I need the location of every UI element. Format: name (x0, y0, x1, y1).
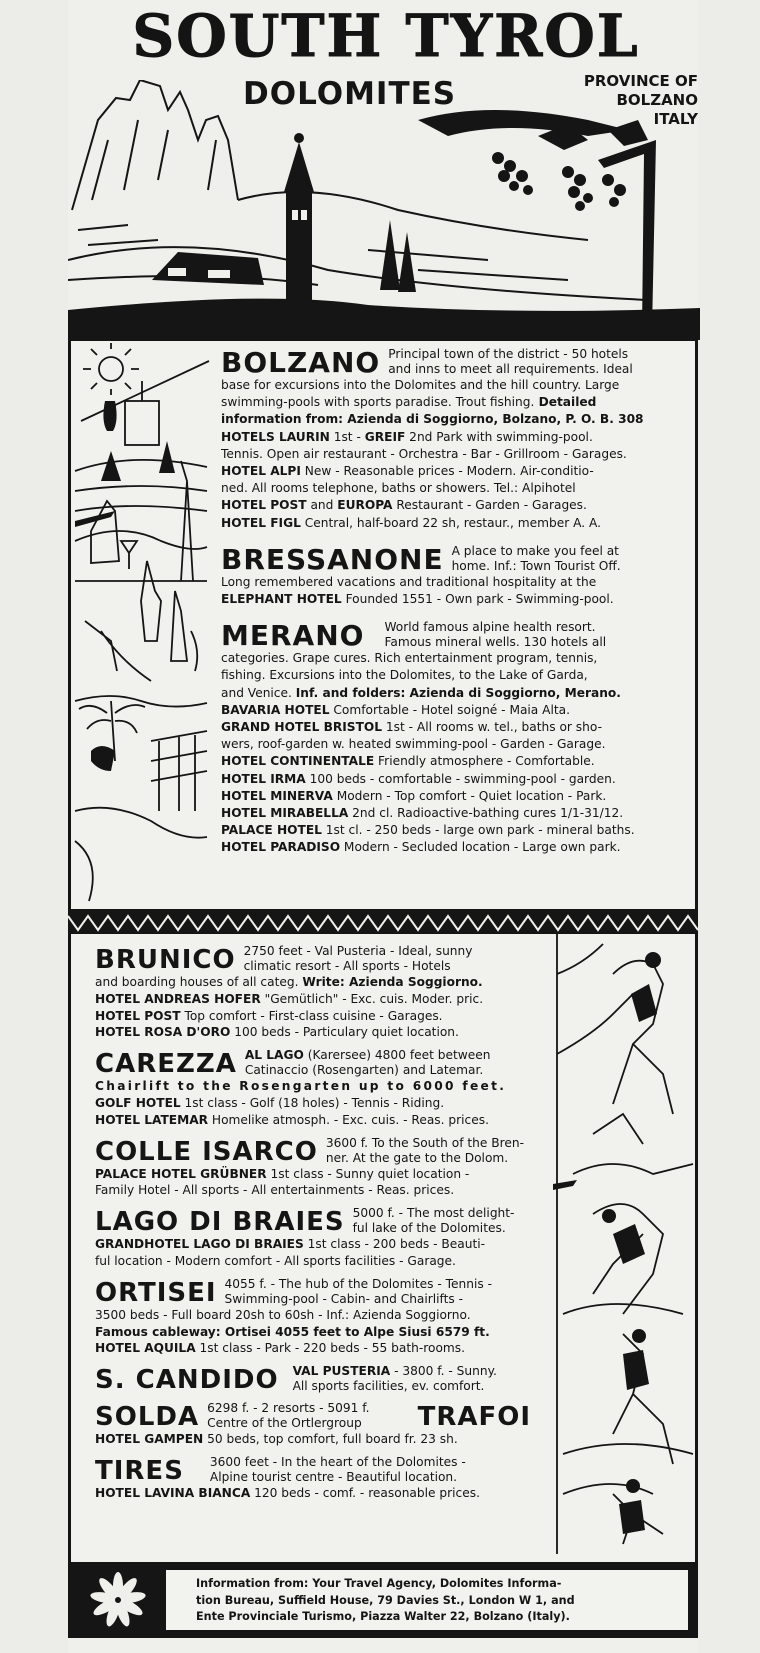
hotel-elephant-entry (221, 591, 693, 608)
hotel-entry (95, 1024, 531, 1041)
merano-line-4: fishing. Excursions into the Dolomites, to the Lake of Garda, (221, 668, 588, 683)
brunico-section (95, 944, 531, 1041)
hotel-name: BAVARIA HOTEL (221, 702, 330, 717)
hotel-aquila-entry (95, 1340, 531, 1357)
hotel-text: Founded 1551 - Own park - Swimming-pool. (341, 592, 614, 607)
candido-valley-label: VAL PUSTERIA (292, 1364, 391, 1379)
solda-intro-2: Centre of the Ortlergroup (207, 1416, 362, 1431)
ortisei-cableway-line (95, 1324, 531, 1341)
hotel-name: PALACE HOTEL (221, 823, 322, 838)
hotel-text: Friendly atmosphere - Comfortable. (374, 754, 595, 769)
hotel-entry (221, 805, 693, 822)
town-name-tires: TIRES (95, 1455, 184, 1486)
town-name-san-candido: S. CANDIDO (95, 1365, 279, 1395)
footer-line-2: tion Bureau, Suffield House, 79 Davies St., London W 1, and (196, 1593, 575, 1607)
colle-intro-2: ner. At the gate to the Dolom. (325, 1150, 509, 1165)
brunico-info-line: Write: Azienda Soggiorno. (302, 975, 483, 989)
brunico-intro-1: 2750 feet - Val Pusteria - Ideal, sunny (243, 944, 473, 958)
colle-line-2: Family Hotel - All sports - All entertainments - Reas. prices. (95, 1183, 455, 1198)
hotel-text: 1st class - Sunny quiet location - (266, 1166, 470, 1181)
hotel-name: GRAND HOTEL BRISTOL (221, 720, 383, 735)
merano-intro-2: Famous mineral wells. 130 hotels all (384, 635, 607, 650)
tires-intro-1: 3600 feet - In the heart of the Dolomites - (209, 1454, 466, 1469)
candido-intro-2: All sports facilities, ev. comfort. (292, 1379, 485, 1394)
solda-section (95, 1401, 531, 1448)
braies-intro-2: ful lake of the Dolomites. (352, 1221, 506, 1236)
merano-line-5 (221, 685, 693, 702)
hotel-name: HOTEL LAVINA BIANCA (95, 1485, 251, 1500)
brunico-line-3 (95, 974, 531, 991)
information-footer (68, 1562, 698, 1638)
hotel-alpi-line-2: ned. All rooms telephone, baths or showers. Tel.: Alpihotel (221, 481, 576, 496)
hotel-name: HOTEL MINERVA (221, 788, 333, 803)
climbers-sketch-illustration (553, 934, 695, 1562)
hotel-name: HOTEL ROSA D'ORO (95, 1025, 231, 1040)
hotel-name: HOTEL ALPI (221, 464, 301, 479)
town-name-solda: SOLDA (95, 1402, 200, 1433)
hotel-text: New - Reasonable prices - Modern. Air-conditio- (300, 464, 594, 479)
hotel-text: 2nd cl. Radioactive-bathing cures 1/1-31/12. (348, 806, 624, 821)
hotel-text: Top comfort - First-class cuisine - Garages. (180, 1008, 443, 1023)
hotel-grubner-entry (95, 1166, 531, 1183)
braies-line-2: ful location - Modern comfort - All sports facilities - Garage. (95, 1253, 456, 1268)
hotel-entry (221, 839, 693, 856)
region-subtitle: DOLOMITES (243, 76, 457, 112)
hotel-text: Homelike atmosph. - Exc. cuis. - Reas. prices. (208, 1112, 489, 1127)
bressanone-section (221, 544, 693, 608)
hotel-entry (95, 991, 531, 1008)
town-name-brunico: BRUNICO (95, 945, 236, 975)
carezza-intro-text: (Karersee) 4800 feet between (303, 1048, 491, 1063)
hotel-name: GREIF (364, 429, 406, 444)
brunico-intro-2: climatic resort - All sports - Hotels (243, 959, 451, 973)
hotel-name: EUROPA (337, 498, 393, 513)
tires-section (95, 1455, 531, 1502)
hotel-figl-entry (221, 515, 693, 532)
brunico-hotel-list (95, 991, 531, 1041)
ortisei-intro-2: Swimming-pool - Cabin- and Chairlifts - (224, 1291, 464, 1306)
hotel-entry (95, 1112, 531, 1129)
colle-isarco-section (95, 1136, 531, 1200)
hotel-text: 1st class - Park - 220 beds - 55 bath-rooms. (195, 1341, 465, 1356)
merano-intro-1: World famous alpine health resort. (384, 620, 596, 635)
hotel-name: PALACE HOTEL GRÜBNER (95, 1166, 267, 1181)
bolzano-section (221, 347, 693, 532)
tires-intro-2: Alpine tourist centre - Beautiful location. (209, 1469, 458, 1484)
hotel-text: Modern - Top comfort - Quiet location - Park. (332, 788, 607, 803)
town-name-bolzano: BOLZANO (221, 347, 381, 379)
ortisei-cableway-text: Ortisei 4055 feet to Alpe Siusi 6579 ft. (220, 1324, 490, 1339)
bolzano-line-4 (221, 394, 693, 411)
hotel-text: 1st class - 200 beds - Beauti- (303, 1237, 486, 1252)
merano-line-5-text: and Venice. (221, 685, 296, 700)
town-name-bressanone: BRESSANONE (221, 543, 444, 576)
ortisei-section (95, 1277, 531, 1357)
braies-intro-1: 5000 f. - The most delight- (352, 1206, 515, 1221)
country-text: ITALY (653, 110, 698, 128)
hotel-entry (221, 702, 693, 719)
town-name-lago-di-braies: LAGO DI BRAIES (95, 1207, 345, 1238)
hotel-entry (221, 788, 693, 805)
hotel-name: HOTEL GAMPEN (95, 1432, 204, 1447)
hotel-text: 1st - (329, 429, 365, 444)
bolzano-info-line: information from: Azienda di Soggiorno, Bolzano, P. O. B. 308 (221, 412, 644, 427)
upper-listing-box (68, 338, 698, 912)
hotel-text: wers, roof-garden w. heated swimming-pool - Garden - Garage. (221, 737, 606, 752)
hotel-entry (95, 1095, 531, 1112)
page-title: SOUTH TYROL (132, 2, 640, 70)
hotel-post-entry (221, 497, 693, 514)
hotel-entry (221, 771, 693, 788)
hotel-text: 50 beds, top comfort, full board fr. 23 sh. (203, 1432, 458, 1447)
merano-info-line: Inf. and folders: Azienda di Soggiorno, Merano. (295, 685, 621, 700)
resort-sketch-illustration (71, 341, 211, 909)
lago-di-braies-section (95, 1206, 531, 1270)
hotel-name: HOTEL PARADISO (221, 840, 341, 855)
hotel-braies-entry (95, 1236, 531, 1253)
hotel-text: Comfortable - Hotel soigné - Maia Alta. (329, 702, 570, 717)
hotel-name: HOTEL ANDREAS HOFER (95, 991, 261, 1006)
hotel-entry (221, 753, 693, 770)
advertisement-page (68, 0, 698, 1653)
hotel-name: HOTELS LAURIN (221, 429, 330, 444)
town-name-colle-isarco: COLLE ISARCO (95, 1136, 318, 1167)
candido-intro-text: - 3800 f. - Sunny. (390, 1364, 497, 1379)
hotel-text: 2nd Park with swimming-pool. (405, 429, 593, 444)
hotel-text: 120 beds - comf. - reasonable prices. (250, 1485, 480, 1500)
footer-line-3: Ente Provinciale Turismo, Piazza Walter 22, Bolzano (Italy). (196, 1610, 570, 1623)
hotel-text: 100 beds - Particulary quiet location. (230, 1025, 459, 1040)
town-name-ortisei: ORTISEI (95, 1277, 217, 1308)
bolzano-line-4-text: swimming-pools with sports paradise. Trout fishing. (221, 395, 535, 410)
bolzano-intro-2: and inns to meet all requirements. Ideal (388, 362, 633, 376)
hotel-name: HOTEL AQUILA (95, 1341, 196, 1356)
carezza-chairlift-line: Chairlift to the Rosengarten up to 6000 feet. (95, 1079, 507, 1094)
hotel-alpi-entry (221, 463, 693, 480)
carezza-hotel-list (95, 1095, 531, 1129)
colle-intro-1: 3600 f. To the South of the Bren- (325, 1135, 524, 1150)
hotel-text: 100 beds - comfortable - swimming-pool - garden. (305, 771, 616, 786)
hotel-name: HOTEL IRMA (221, 771, 306, 786)
hotel-text: Restaurant - Garden - Garages. (392, 498, 587, 513)
hotel-entry (221, 822, 693, 839)
bressanone-line-3: Long remembered vacations and traditional hospitality at the (221, 574, 597, 589)
edelweiss-icon (76, 1568, 160, 1632)
dolomites-landscape-illustration (68, 80, 700, 340)
zigzag-divider (68, 912, 698, 934)
solda-intro-1: 6298 f. - 2 resorts - 5091 f. (207, 1401, 370, 1416)
town-name-carezza: CAREZZA (95, 1049, 237, 1080)
merano-line-3: categories. Grape cures. Rich entertainment program, tennis, (221, 651, 598, 666)
hotel-name: HOTEL POST (221, 498, 307, 513)
hotel-entry (221, 719, 693, 736)
hotel-laurin-line-2: Tennis. Open air restaurant - Orchestra - Bar - Grillroom - Garages. (221, 446, 627, 461)
hotel-name: HOTEL MIRABELLA (221, 806, 349, 821)
footer-line-1: Information from: Your Travel Agency, Dolomites Informa- (196, 1577, 562, 1590)
carezza-intro-2: Catinaccio (Rosengarten) and Latemar. (244, 1063, 484, 1078)
upper-listing-column (221, 347, 693, 869)
hotel-text: 1st cl. - 250 beds - large own park - mineral baths. (321, 823, 635, 838)
hotel-text: Modern - Secluded location - Large own park. (340, 840, 621, 855)
province-text: PROVINCE OF BOLZANO (583, 72, 698, 109)
hotel-text: and (306, 498, 338, 513)
hotel-name: HOTEL FIGL (221, 515, 301, 530)
ortisei-line-3: 3500 beds - Full board 20sh to 60sh - Inf.: Azienda Soggiorno. (95, 1307, 471, 1322)
carezza-lake-label: AL LAGO (244, 1048, 304, 1063)
hotel-text: Central, half-board 22 sh, restaur., member A. A. (300, 515, 602, 530)
hotel-lavina-entry (95, 1485, 531, 1502)
hotel-name: HOTEL LATEMAR (95, 1112, 209, 1127)
hotel-name: GRANDHOTEL LAGO DI BRAIES (95, 1237, 304, 1252)
bressanone-intro-1: A place to make you feel at (451, 543, 619, 558)
hotel-entry (221, 736, 693, 753)
hotel-text: 1st - All rooms w. tel., baths or sho- (382, 720, 602, 735)
merano-hotel-list (221, 702, 693, 857)
information-text-box (166, 1570, 688, 1630)
carezza-section (95, 1048, 531, 1128)
hotel-laurin-entry (221, 429, 693, 446)
lower-listing-box (68, 934, 698, 1562)
hotel-text: "Gemütlich" - Exc. cuis. Moder. pric. (260, 991, 484, 1006)
bressanone-intro-2: home. Inf.: Town Tourist Off. (451, 558, 621, 573)
hotel-name: HOTEL POST (95, 1008, 181, 1023)
town-name-merano: MERANO (221, 620, 365, 653)
hotel-gampen-entry (95, 1431, 531, 1448)
town-name-trafoi: TRAFOI (417, 1402, 531, 1433)
bolzano-line-3: base for excursions into the Dolomites and the hill country. Large (221, 378, 620, 392)
ortisei-cableway-label: Famous cableway: (95, 1324, 221, 1339)
bolzano-line-4-bold: Detailed (534, 395, 597, 410)
hotel-name: ELEPHANT HOTEL (221, 592, 342, 607)
brunico-line-3-text: and boarding houses of all categ. (95, 975, 303, 989)
bolzano-intro-1: Principal town of the district - 50 hotels (388, 347, 629, 361)
hotel-name: GOLF HOTEL (95, 1095, 181, 1110)
merano-section (221, 620, 693, 856)
san-candido-section (95, 1364, 531, 1394)
ortisei-intro-1: 4055 f. - The hub of the Dolomites - Tennis - (224, 1276, 492, 1291)
hotel-name: HOTEL CONTINENTALE (221, 754, 375, 769)
hotel-text: 1st class - Golf (18 holes) - Tennis - Riding. (180, 1095, 445, 1110)
hotel-entry (95, 1008, 531, 1025)
lower-listing-column (95, 944, 531, 1509)
